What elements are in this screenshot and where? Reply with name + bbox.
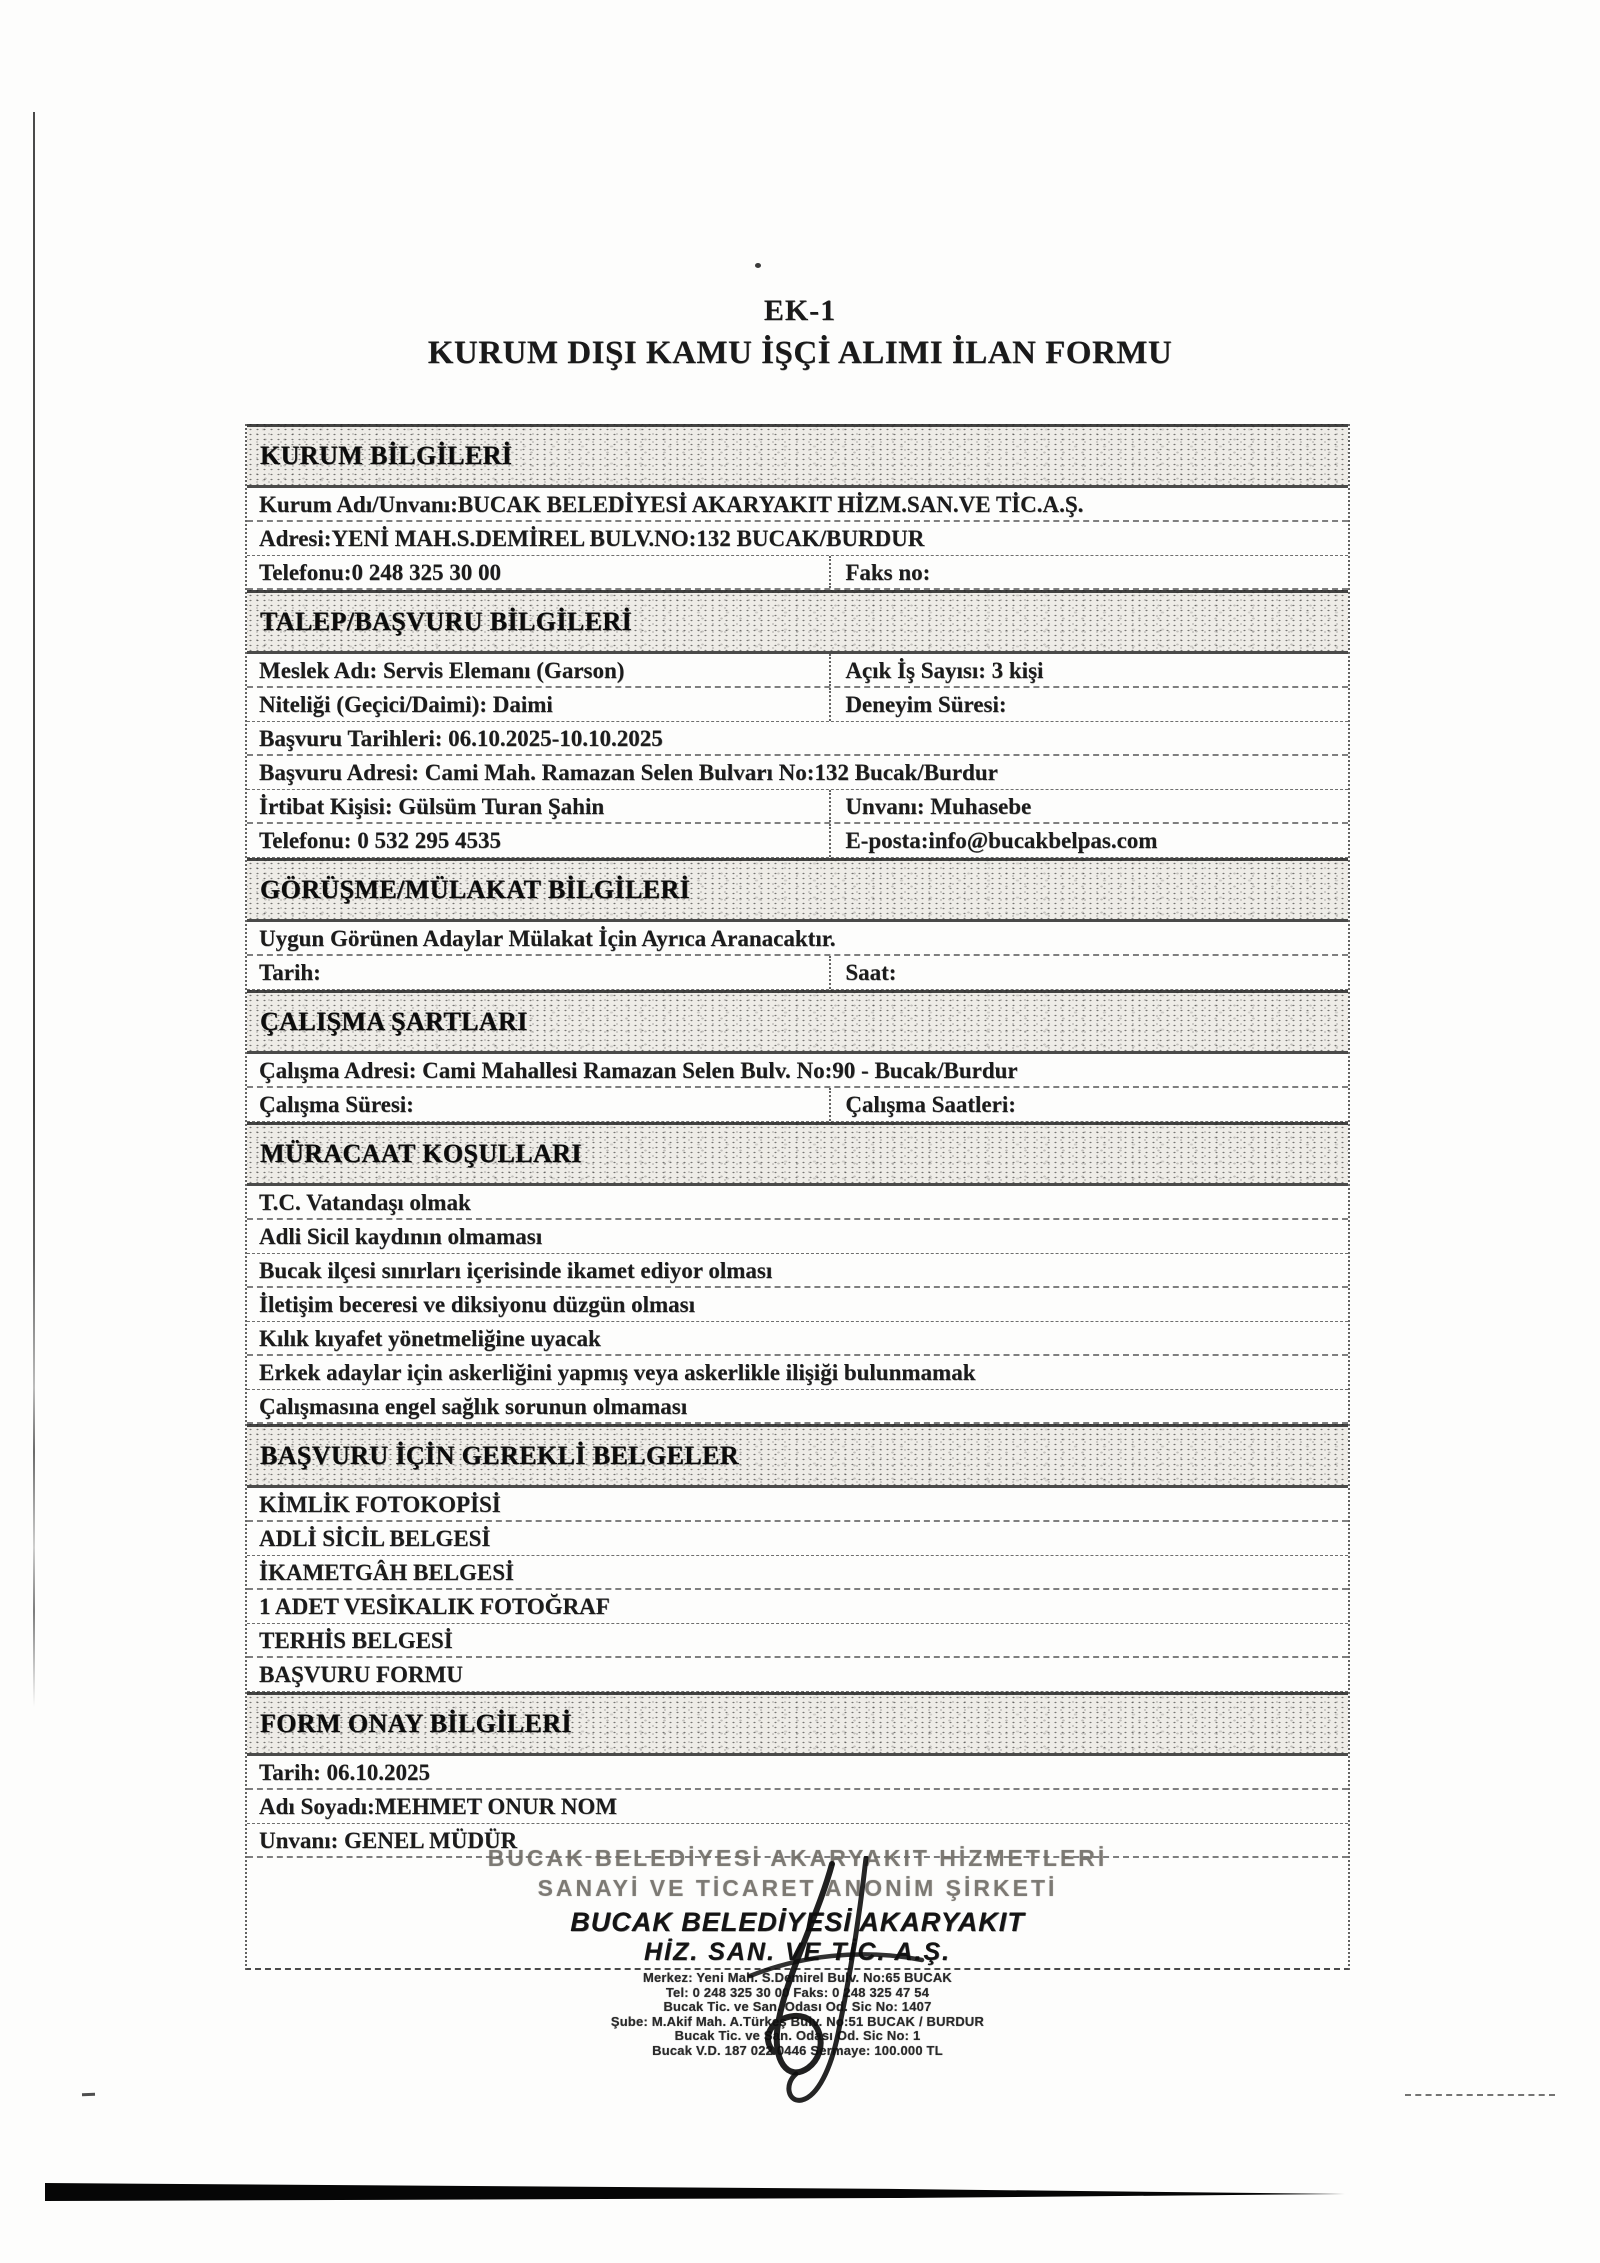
document-vesikalik-fotograf: 1 ADET VESİKALIK FOTOĞRAF [259,1594,610,1619]
stamp-address-line: Merkez: Yeni Mah. S.Demirel Bulv. No:65 BUCAK [642,1970,953,1985]
section-header-talep-basvuru [247,590,1348,654]
field-irtibat-telefonu: Telefonu: 0 532 295 4535 [259,828,501,853]
table-row [247,1756,1348,1790]
table-row [247,688,1348,722]
field-onay-adi-soyadi: Adı Soyadı:MEHMET ONUR NOM [259,1794,618,1819]
section-header-kurum-bilgileri [247,424,1348,488]
stamp-title-line1: BUCAK BELEDİYESİ AKARYAKIT [570,1907,1025,1937]
requirement-tc-vatandasi: T.C. Vatandaşı olmak [259,1190,471,1215]
section-title: ÇALIŞMA ŞARTLARI [260,1007,528,1036]
scan-speck-dash-left [82,2093,95,2096]
section-header-gorusme-mulakat [247,858,1348,922]
section-header-muracaat-kosullari [247,1122,1348,1186]
field-irtibat-kisisi: İrtibat Kişisi: Gülsüm Turan Şahin [259,794,605,819]
field-mulakat-saat: Saat: [829,956,1348,989]
field-onay-tarih: Tarih: 06.10.2025 [259,1760,431,1785]
field-acik-is-sayisi: Açık İş Sayısı: 3 kişi [829,654,1348,686]
table-row [247,522,1348,556]
section-title: MÜRACAAT KOŞULLARI [260,1139,582,1168]
field-calisma-saatleri: Çalışma Saatleri: [829,1088,1348,1121]
page-title: KURUM DIŞI KAMU İŞÇİ ALIMI İLAN FORMU [427,335,1173,371]
section-title: GÖRÜŞME/MÜLAKAT BİLGİLERİ [260,875,691,904]
table-row [247,1590,1348,1624]
requirement-kilik-kiyafet: Kılık kıyafet yönetmeliğine uyacak [259,1326,601,1351]
stamp-phone-line: Tel: 0 248 325 30 00 Faks: 0 248 325 47 54 [665,1984,930,2000]
document-kimlik-fotokopisi: KİMLİK FOTOKOPİSİ [259,1492,501,1517]
field-onay-unvani: Unvanı: GENEL MÜDÜR [259,1828,518,1853]
table-row [247,1186,1348,1220]
field-irtibat-unvani: Unvanı: Muhasebe [829,790,1348,822]
table-row [247,488,1348,522]
field-basvuru-adresi: Başvuru Adresi: Cami Mah. Ramazan Selen Bulvarı No:132 Bucak/Burdur [259,760,998,785]
section-header-calisma-sartlari [247,990,1348,1054]
field-telefonu: Telefonu:0 248 325 30 00 [259,560,501,585]
table-row [247,790,1348,824]
scan-speck-dot [755,263,761,268]
table-row [247,1356,1348,1390]
table-row [247,1790,1348,1824]
field-adresi: Adresi:YENİ MAH.S.DEMİREL BULV.NO:132 BUCAK/BURDUR [259,526,925,551]
requirement-iletisim: İletişim beceresi ve diksiyonu düzgün olması [259,1292,695,1317]
stamp-tax-line: Bucak V.D. 187 022 0446 Sermaye: 100.000 TL [652,2042,943,2058]
table-row [247,1088,1348,1122]
table-row [247,1658,1348,1692]
table-row [247,824,1348,858]
section-title: BAŞVURU İÇİN GEREKLİ BELGELER [260,1441,739,1470]
field-mulakat-tarih: Tarih: [259,960,321,985]
scan-dashed-mark-right [1405,2094,1555,2096]
requirement-ikamet: Bucak ilçesi sınırları içerisinde ikamet ediyor olması [259,1258,773,1283]
table-row [247,1624,1348,1658]
table-row [247,1254,1348,1288]
document-ikametgah-belgesi: İKAMETGÂH BELGESİ [259,1560,514,1585]
document-basvuru-formu: BAŞVURU FORMU [259,1662,463,1687]
table-row [247,722,1348,756]
form-table [245,424,1350,1970]
stamp-title-line2: HİZ. SAN. VE TİC. A.Ş. [644,1938,951,1966]
requirement-askerlik: Erkek adaylar için askerliğini yapmış veya askerlikle ilişiği bulunmamak [259,1360,976,1385]
table-row [247,922,1348,956]
table-row [247,1556,1348,1590]
table-row [247,556,1348,590]
signature [690,1856,1010,2106]
table-row [247,756,1348,790]
field-kurum-adi-unvani: Kurum Adı/Unvanı:BUCAK BELEDİYESİ AKARYAKIT HİZM.SAN.VE TİC.A.Ş. [259,492,1084,517]
table-row [247,1488,1348,1522]
table-row [247,1220,1348,1254]
field-deneyim-suresi: Deneyim Süresi: [829,688,1348,721]
stamp-company-name-line1: BUCAK BELEDİYESİ AKARYAKIT HİZMETLERİ [487,1845,1108,1871]
document-terhis-belgesi: TERHİS BELGESİ [259,1628,453,1653]
field-niteligi: Niteliği (Geçici/Daimi): Daimi [259,692,553,717]
field-e-posta: E-posta:info@bucakbelpas.com [829,824,1348,857]
section-header-form-onay [247,1692,1348,1756]
field-calisma-adresi: Çalışma Adresi: Cami Mahallesi Ramazan Selen Bulv. No:90 - Bucak/Burdur [259,1058,1018,1083]
section-title: FORM ONAY BİLGİLERİ [260,1709,572,1738]
requirement-adli-sicil: Adli Sicil kaydının olmaması [259,1224,543,1249]
annex-label: EK-1 [763,294,837,327]
table-row [247,956,1348,990]
document-adli-sicil-belgesi: ADLİ SİCİL BELGESİ [259,1526,491,1551]
note-mulakat-bilgisi: Uygun Görünen Adaylar Mülakat İçin Ayrıca Aranacaktır. [259,926,836,951]
table-row [247,1322,1348,1356]
scan-bottom-bar [0,2170,1600,2220]
table-row [247,1390,1348,1424]
field-meslek-adi: Meslek Adı: Servis Elemanı (Garson) [259,658,625,683]
requirement-saglik: Çalışmasına engel sağlık sorunun olmaması [259,1394,688,1419]
table-row [247,1288,1348,1322]
table-row [247,654,1348,688]
section-header-gerekli-belgeler [247,1424,1348,1488]
stamp-company-name-line2: SANAYİ VE TİCARET ANONİM ŞİRKETİ [537,1875,1058,1901]
stamp-registry-line2: Bucak Tic. ve San. Odası Od. Sic No: 1 [674,2028,921,2043]
field-basvuru-tarihleri: Başvuru Tarihleri: 06.10.2025-10.10.2025 [259,726,663,751]
form-title-block [0,294,1600,374]
stamp-branch-line: Şube: M.Akif Mah. A.Türkeş Bulv. No:51 BUCAK / BURDUR [610,2013,985,2029]
section-title: TALEP/BAŞVURU BİLGİLERİ [260,607,633,636]
table-row [247,1522,1348,1556]
field-calisma-suresi: Çalışma Süresi: [259,1092,414,1117]
field-faks-no: Faks no: [829,556,1348,588]
stamp-registry-line1: Bucak Tic. ve San. Odası Od. Sic No: 1407 [663,1999,932,2014]
table-row [247,1054,1348,1088]
section-title: KURUM BİLGİLERİ [260,441,513,470]
